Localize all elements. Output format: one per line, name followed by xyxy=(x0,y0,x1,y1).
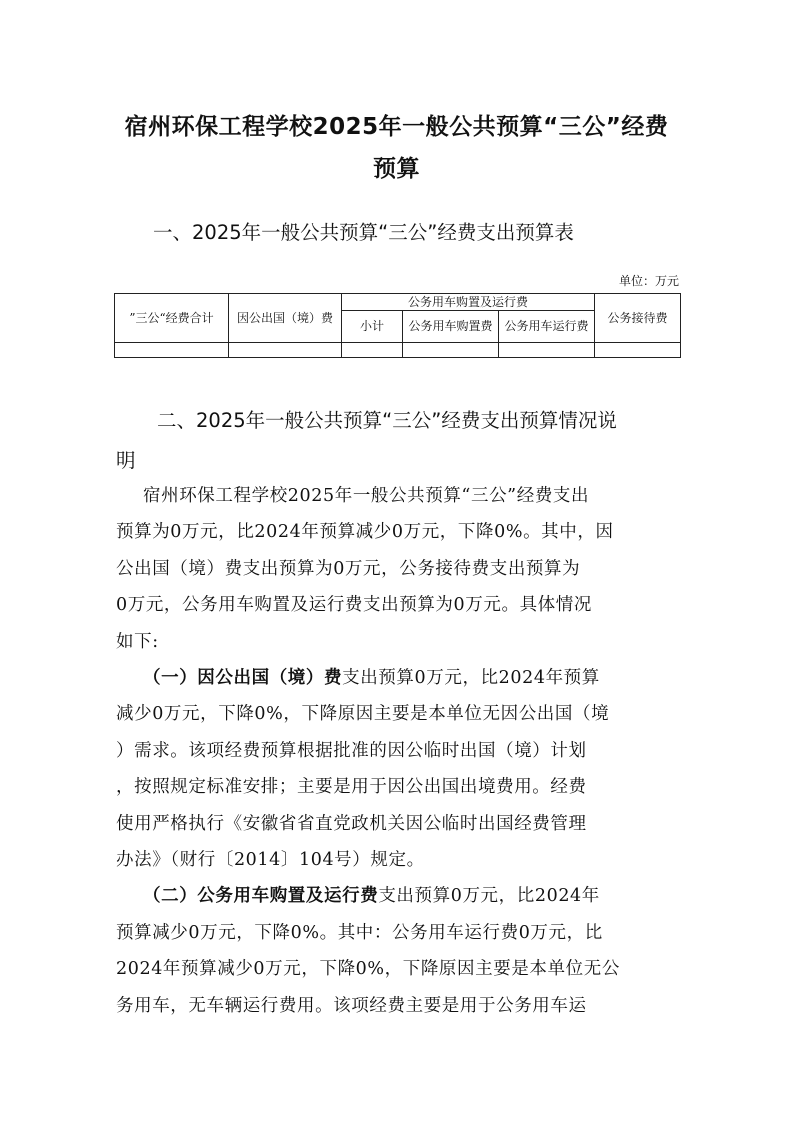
paragraph-vehicle xyxy=(116,878,684,1024)
cell-subtotal xyxy=(342,343,403,358)
text-line: 公出国（境）费支出预算为0万元，公务接待费支出预算为 xyxy=(116,558,581,579)
section-2-heading-line-1: 二、2025年一般公共预算“三公”经费支出预算情况说 xyxy=(157,409,617,432)
header-vehicle-operation: 公务用车运行费 xyxy=(499,311,595,343)
table-row xyxy=(115,343,681,358)
header-vehicle-purchase: 公务用车购置费 xyxy=(403,311,499,343)
header-reception: 公务接待费 xyxy=(595,294,681,343)
cell-vehicle-operation xyxy=(499,343,595,358)
text-line: 预算减少0万元，下降0%。其中：公务用车运行费0万元，比 xyxy=(116,922,603,943)
text-segment: 支出预算0万元，比2024年 xyxy=(378,886,600,907)
subheading-abroad: （一）因公出国（境）费 xyxy=(143,668,343,689)
cell-abroad xyxy=(229,343,342,358)
header-total: ”三公“经费合计 xyxy=(115,294,229,343)
text-line: 0万元，公务用车购置及运行费支出预算为0万元。具体情况 xyxy=(116,595,592,616)
title-line-2: 预算 xyxy=(373,156,420,182)
text-line: ，按照规定标准安排；主要是用于因公出国出境费用。经费 xyxy=(116,777,587,798)
text-line xyxy=(116,660,684,696)
text-line: 务用车，无车辆运行费用。该项经费主要是用于公务用车运 xyxy=(116,995,587,1016)
section-2-heading-line-2: 明 xyxy=(116,449,136,472)
paragraph-abroad xyxy=(116,660,684,878)
text-line: 如下: xyxy=(116,631,159,652)
text-line: 使用严格执行《安徽省省直党政机关因公临时出国经费管理 xyxy=(116,813,587,834)
subheading-vehicle: （二）公务用车购置及运行费 xyxy=(143,886,379,907)
cell-total xyxy=(115,343,229,358)
text-segment: 支出预算0万元，比2024年预算 xyxy=(342,668,600,689)
paragraph-summary xyxy=(116,478,684,660)
budget-table xyxy=(114,293,681,358)
text-line: 宿州环保工程学校2025年一般公共预算“三公”经费支出 xyxy=(143,486,590,506)
document-title xyxy=(100,106,693,190)
text-line: ）需求。该项经费预算根据批准的因公临时出国（境）计划 xyxy=(116,740,587,761)
header-subtotal: 小计 xyxy=(342,311,403,343)
header-vehicle-group: 公务用车购置及运行费 xyxy=(342,294,595,311)
section-1-heading: 一、2025年一般公共预算“三公”经费支出预算表 xyxy=(153,221,574,244)
section-2-heading xyxy=(116,401,676,481)
cell-reception xyxy=(595,343,681,358)
unit-label: 单位：万元 xyxy=(618,274,679,288)
title-line-1: 宿州环保工程学校2025年一般公共预算“三公”经费 xyxy=(124,114,669,140)
text-line xyxy=(116,878,684,914)
text-line: 2024年预算减少0万元，下降0%，下降原因主要是本单位无公 xyxy=(116,959,620,980)
body-text xyxy=(116,478,684,1024)
text-line: 预算为0万元，比2024年预算减少0万元，下降0%。其中，因 xyxy=(116,522,614,543)
cell-vehicle-purchase xyxy=(403,343,499,358)
header-abroad: 因公出国（境）费 xyxy=(229,294,342,343)
text-line: 办法》（财行〔2014〕104号）规定。 xyxy=(116,850,425,871)
text-line: 减少0万元，下降0%，下降原因主要是本单位无因公出国（境 xyxy=(116,704,610,725)
